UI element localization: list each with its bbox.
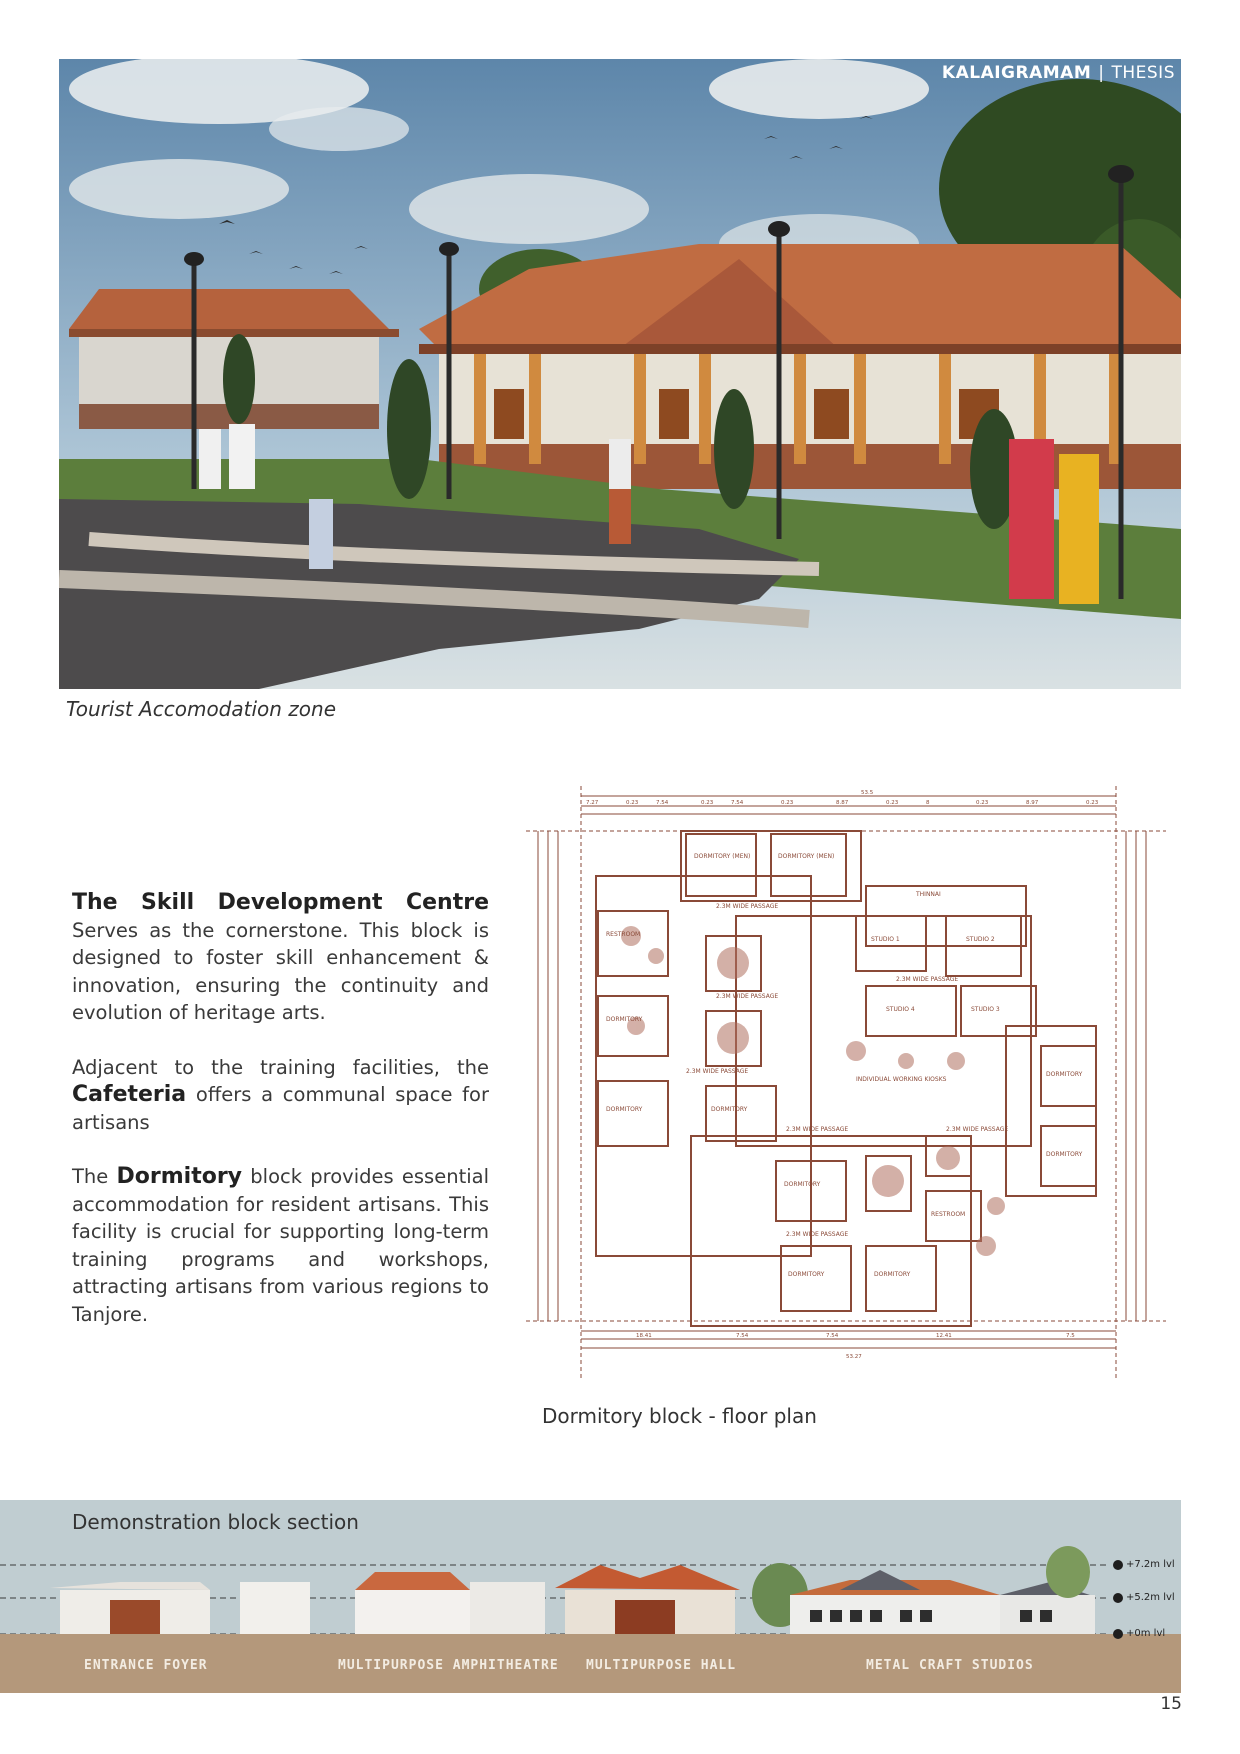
level-5-2: +5.2m lvl: [1126, 1592, 1175, 1603]
demonstration-section-drawing: [0, 1500, 1181, 1693]
svg-text:7.27: 7.27: [586, 800, 599, 806]
dorm-name: Dormitory: [116, 1164, 243, 1189]
skill-paragraph: [72, 889, 489, 1027]
svg-text:7.54: 7.54: [826, 1333, 839, 1339]
svg-text:2.3M WIDE PASSAGE: 2.3M WIDE PASSAGE: [786, 1231, 849, 1238]
svg-text:7.5: 7.5: [1066, 1333, 1075, 1339]
svg-text:2.3M WIDE PASSAGE: 2.3M WIDE PASSAGE: [716, 903, 779, 910]
thesis-header: [942, 63, 1175, 83]
svg-text:0.23: 0.23: [626, 800, 639, 806]
svg-text:DORMITORY: DORMITORY: [606, 1016, 643, 1023]
label-entrance-foyer: ENTRANCE FOYER: [84, 1658, 208, 1673]
level-7-2: +7.2m lvl: [1126, 1559, 1175, 1570]
svg-text:8: 8: [926, 800, 930, 806]
svg-text:STUDIO 4: STUDIO 4: [886, 1006, 915, 1013]
svg-text:7.54: 7.54: [731, 800, 744, 806]
doc-type: THESIS: [1111, 63, 1175, 83]
cafe-name: Cafeteria: [72, 1082, 187, 1107]
svg-text:DORMITORY (MEN): DORMITORY (MEN): [778, 853, 835, 860]
svg-text:DORMITORY: DORMITORY: [788, 1271, 825, 1278]
svg-text:7.54: 7.54: [736, 1333, 749, 1339]
dormitory-floor-plan: [526, 786, 1166, 1380]
description-column: [72, 889, 489, 1355]
svg-text:8.97: 8.97: [1026, 800, 1039, 806]
skill-title: The Skill Development Centre: [72, 890, 489, 915]
label-multipurpose-hall: MULTIPURPOSE HALL: [586, 1658, 737, 1673]
svg-text:THINNAI: THINNAI: [916, 891, 941, 898]
page-number: 15: [1160, 1694, 1182, 1714]
svg-text:7.54: 7.54: [656, 800, 669, 806]
svg-text:DORMITORY: DORMITORY: [606, 1106, 643, 1113]
svg-text:RESTROOM: RESTROOM: [606, 931, 641, 938]
svg-text:2.3M WIDE PASSAGE: 2.3M WIDE PASSAGE: [786, 1126, 849, 1133]
floor-plan-drawing: [526, 786, 1166, 1380]
svg-text:2.3M WIDE PASSAGE: 2.3M WIDE PASSAGE: [896, 976, 959, 983]
svg-text:DORMITORY: DORMITORY: [711, 1106, 748, 1113]
svg-text:0.23: 0.23: [1086, 800, 1099, 806]
section-title: Demonstration block section: [72, 1510, 359, 1534]
dorm-text-after: block provides essential accommodation for resident artisans. This facility is crucial for supporting long-term training programs and workshops, attracting artisans from various regions to Tanjore.: [72, 1165, 489, 1326]
svg-text:53.27: 53.27: [846, 1354, 862, 1360]
svg-text:STUDIO 2: STUDIO 2: [966, 936, 995, 943]
svg-text:DORMITORY (MEN): DORMITORY (MEN): [694, 853, 751, 860]
header-separator: |: [1098, 63, 1105, 83]
svg-text:DORMITORY: DORMITORY: [1046, 1071, 1083, 1078]
label-metal-craft-studios: METAL CRAFT STUDIOS: [866, 1658, 1034, 1673]
skill-body: Serves as the cornerstone. This block is designed to foster skill enhancement & innovation, ensuring the continuity and evolution of heritage arts.: [72, 918, 489, 1024]
svg-text:8.87: 8.87: [836, 800, 849, 806]
cafe-text-before: Adjacent to the training facilities, the: [72, 1055, 489, 1079]
svg-text:18.41: 18.41: [636, 1333, 652, 1339]
svg-text:0.23: 0.23: [976, 800, 989, 806]
hero-render-image: [59, 59, 1181, 689]
svg-text:DORMITORY: DORMITORY: [874, 1271, 911, 1278]
svg-text:0.23: 0.23: [886, 800, 899, 806]
svg-text:53.5: 53.5: [861, 790, 874, 796]
hero-caption: Tourist Accomodation zone: [66, 697, 337, 721]
svg-text:RESTROOM: RESTROOM: [931, 1211, 966, 1218]
svg-text:2.3M WIDE PASSAGE: 2.3M WIDE PASSAGE: [946, 1126, 1009, 1133]
dormitory-paragraph: [72, 1163, 489, 1328]
floor-plan-caption: Dormitory block - floor plan: [542, 1404, 817, 1428]
svg-text:DORMITORY: DORMITORY: [784, 1181, 821, 1188]
dorm-text-before: The: [72, 1165, 117, 1188]
level-0: +0m lvl: [1126, 1628, 1166, 1639]
svg-text:0.23: 0.23: [701, 800, 714, 806]
svg-text:2.3M WIDE PASSAGE: 2.3M WIDE PASSAGE: [686, 1068, 749, 1075]
cafeteria-paragraph: [72, 1054, 489, 1137]
svg-text:2.3M WIDE PASSAGE: 2.3M WIDE PASSAGE: [716, 993, 779, 1000]
svg-text:INDIVIDUAL WORKING KIOSKS: INDIVIDUAL WORKING KIOSKS: [856, 1076, 947, 1083]
svg-text:STUDIO 1: STUDIO 1: [871, 936, 900, 943]
svg-text:12.41: 12.41: [936, 1333, 952, 1339]
label-multipurpose-amphitheatre: MULTIPURPOSE AMPHITHEATRE: [338, 1658, 559, 1673]
svg-text:DORMITORY: DORMITORY: [1046, 1151, 1083, 1158]
svg-text:0.23: 0.23: [781, 800, 794, 806]
cafe-text-after: offers a communal space for artisans: [72, 1083, 489, 1134]
tourist-accommodation-illustration: [59, 59, 1181, 689]
brand-title: KALAIGRAMAM: [941, 63, 1092, 83]
svg-text:STUDIO 3: STUDIO 3: [971, 1006, 1000, 1013]
